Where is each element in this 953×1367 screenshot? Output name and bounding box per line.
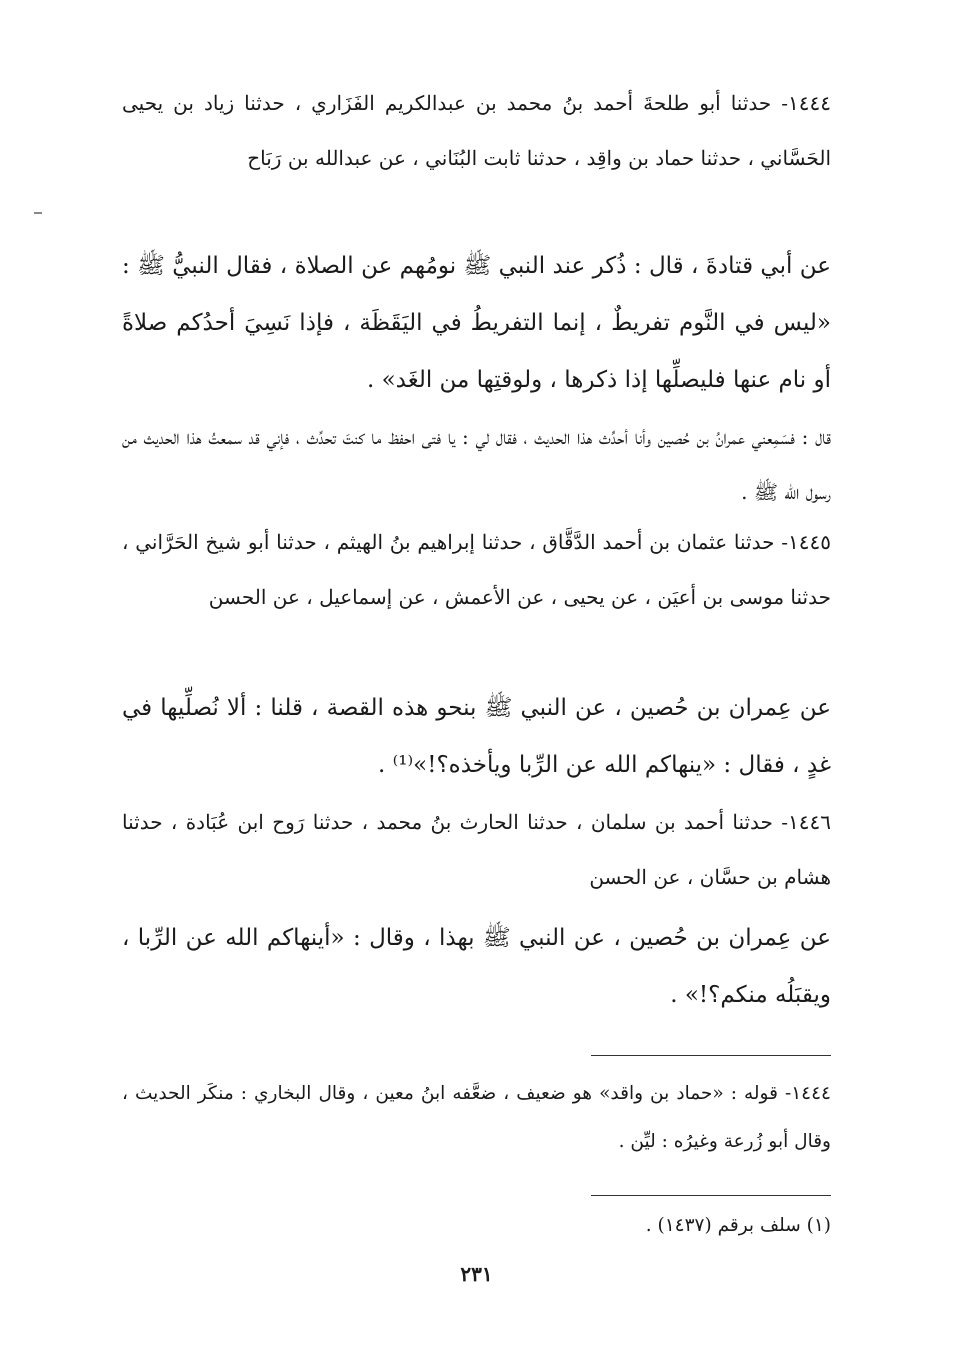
hadith-1444-matn: عن أبي قتادةَ ، قال : ذُكر عند النبي ﷺ نومُهم عن الصلاة ، فقال النبيُّ ﷺ : «ليس في النَّوم تفريطٌ ، إنما التفريطُ في اليَقَظَة ، فإذا نَسِيَ أحدُكم صلاةً أو نام عنها فليصلِّها إذا ذكرها ، ولوقتِها من الغَد» . [122, 253, 831, 393]
footnote-separator-1 [591, 1055, 831, 1056]
hadith-1445-matn: عن عِمران بن حُصين ، عن النبي ﷺ بنحو هذه القصة ، قلنا : ألا نُصلِّيها في غدٍ ، فقال : «ينهاكم الله عن الرِّبا ويأخذه؟!»⁽¹⁾ . [122, 695, 831, 778]
page-number: ٢٣١ [460, 1262, 493, 1286]
margin-mark [34, 212, 42, 214]
hadith-1444-addendum: قال : فسَمِعني عمرانُ بن حُصين وأنا أحدِّث هذا الحديث ، فقال لي : يا فتى احفظ ما كنتَ تحدِّث ، فإني قد سمعتُ هذا الحديث من رسول الله ﷺ . [122, 425, 831, 504]
footnote-separator-2 [591, 1195, 831, 1196]
footnote-1: (١) سلف برقم (١٤٣٧) . [645, 1215, 831, 1236]
hadith-1445-isnad: ١٤٤٥- حدثنا عثمان بن أحمد الدَّقَّاق ، حدثنا إبراهيم بنُ الهيثم ، حدثنا أبو شيخ الحَرَّاني ، حدثنا موسى بن أعيَن ، عن يحيى ، عن الأعمش ، عن إسماعيل ، عن الحسن [122, 530, 831, 609]
hadith-1446-isnad: ١٤٤٦- حدثنا أحمد بن سلمان ، حدثنا الحارث بنُ محمد ، حدثنا رَوح ابن عُبَادة ، حدثنا هشام بن حسَّان ، عن الحسن [122, 810, 831, 889]
footnote-1444: ١٤٤٤- قوله : «حماد بن واقد» هو ضعيف ، ضعَّفه ابنُ معين ، وقال البخاري : منكَر الحديث ، وقال أبو زُرعة وغيرُه : ليِّن . [122, 1083, 831, 1152]
hadith-1446-matn: عن عِمران بن حُصين ، عن النبي ﷺ بهذا ، وقال : «أينهاكم الله عن الرِّبا ، ويقبَلُه منكم؟!» . [122, 925, 831, 1008]
hadith-1444-isnad: ١٤٤٤- حدثنا أبو طلحةَ أحمد بنُ محمد بن عبدالكريم الفَزَاري ، حدثنا زياد بن يحيى الحَسَّاني ، حدثنا حماد بن واقِد ، حدثنا ثابت البُنَاني ، عن عبدالله بن رَبَاح [122, 91, 831, 170]
